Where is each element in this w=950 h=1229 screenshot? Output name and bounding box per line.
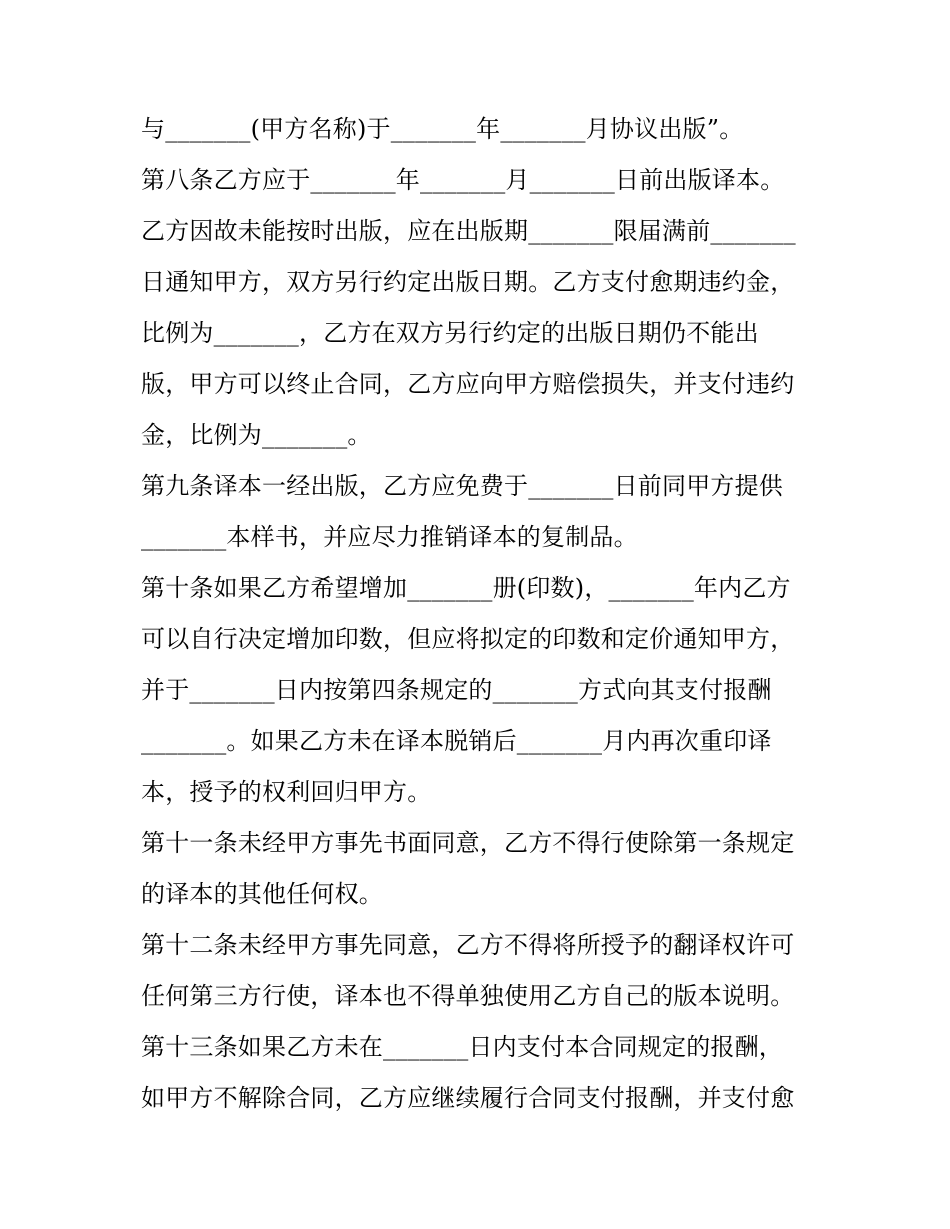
- text-line: 第八条乙方应于_______年_______月_______日前出版译本。: [141, 166, 785, 194]
- text-line: 如甲方不解除合同，乙方应继续履行合同支付报酬，并支付愈: [141, 1084, 795, 1112]
- text-line: 的译本的其他任何权。: [141, 880, 383, 908]
- text-line: 第十一条未经甲方事先书面同意，乙方不得行使除第一条规定: [141, 829, 795, 857]
- text-line: 并于_______日内按第四条规定的_______方式向其支付报酬: [141, 676, 772, 704]
- text-line: _______本样书，并应尽力推销译本的复制品。: [141, 523, 638, 551]
- text-line: 比例为_______，乙方在双方另行约定的出版日期仍不能出: [141, 319, 759, 347]
- text-line: 可以自行决定增加印数，但应将拟定的印数和定价通知甲方，: [141, 625, 795, 653]
- text-line: 任何第三方行使，译本也不得单独使用乙方自己的版本说明。: [141, 982, 795, 1010]
- text-line: 第九条译本一经出版，乙方应免费于_______日前同甲方提供: [141, 472, 783, 500]
- text-line: 第十三条如果乙方未在_______日内支付本合同规定的报酬，: [141, 1033, 783, 1061]
- text-line: 版，甲方可以终止合同，乙方应向甲方赔偿损失，并支付违约: [141, 370, 795, 398]
- text-line: 金，比例为_______。: [141, 421, 372, 449]
- text-line: 日通知甲方，双方另行约定出版日期。乙方支付愈期违约金，: [141, 268, 795, 296]
- text-line: 本，授予的权利回归甲方。: [141, 778, 432, 806]
- text-line: 与_______(甲方名称)于_______年_______月协议出版”。: [141, 115, 744, 143]
- text-line: 第十条如果乙方希望增加_______册(印数)，_______年内乙方: [141, 574, 791, 602]
- text-line: _______。如果乙方未在译本脱销后_______月内再次重印译: [141, 727, 772, 755]
- text-line: 乙方因故未能按时出版，应在出版期_______限届满前_______: [141, 217, 796, 245]
- text-line: 第十二条未经甲方事先同意，乙方不得将所授予的翻译权许可: [141, 931, 795, 959]
